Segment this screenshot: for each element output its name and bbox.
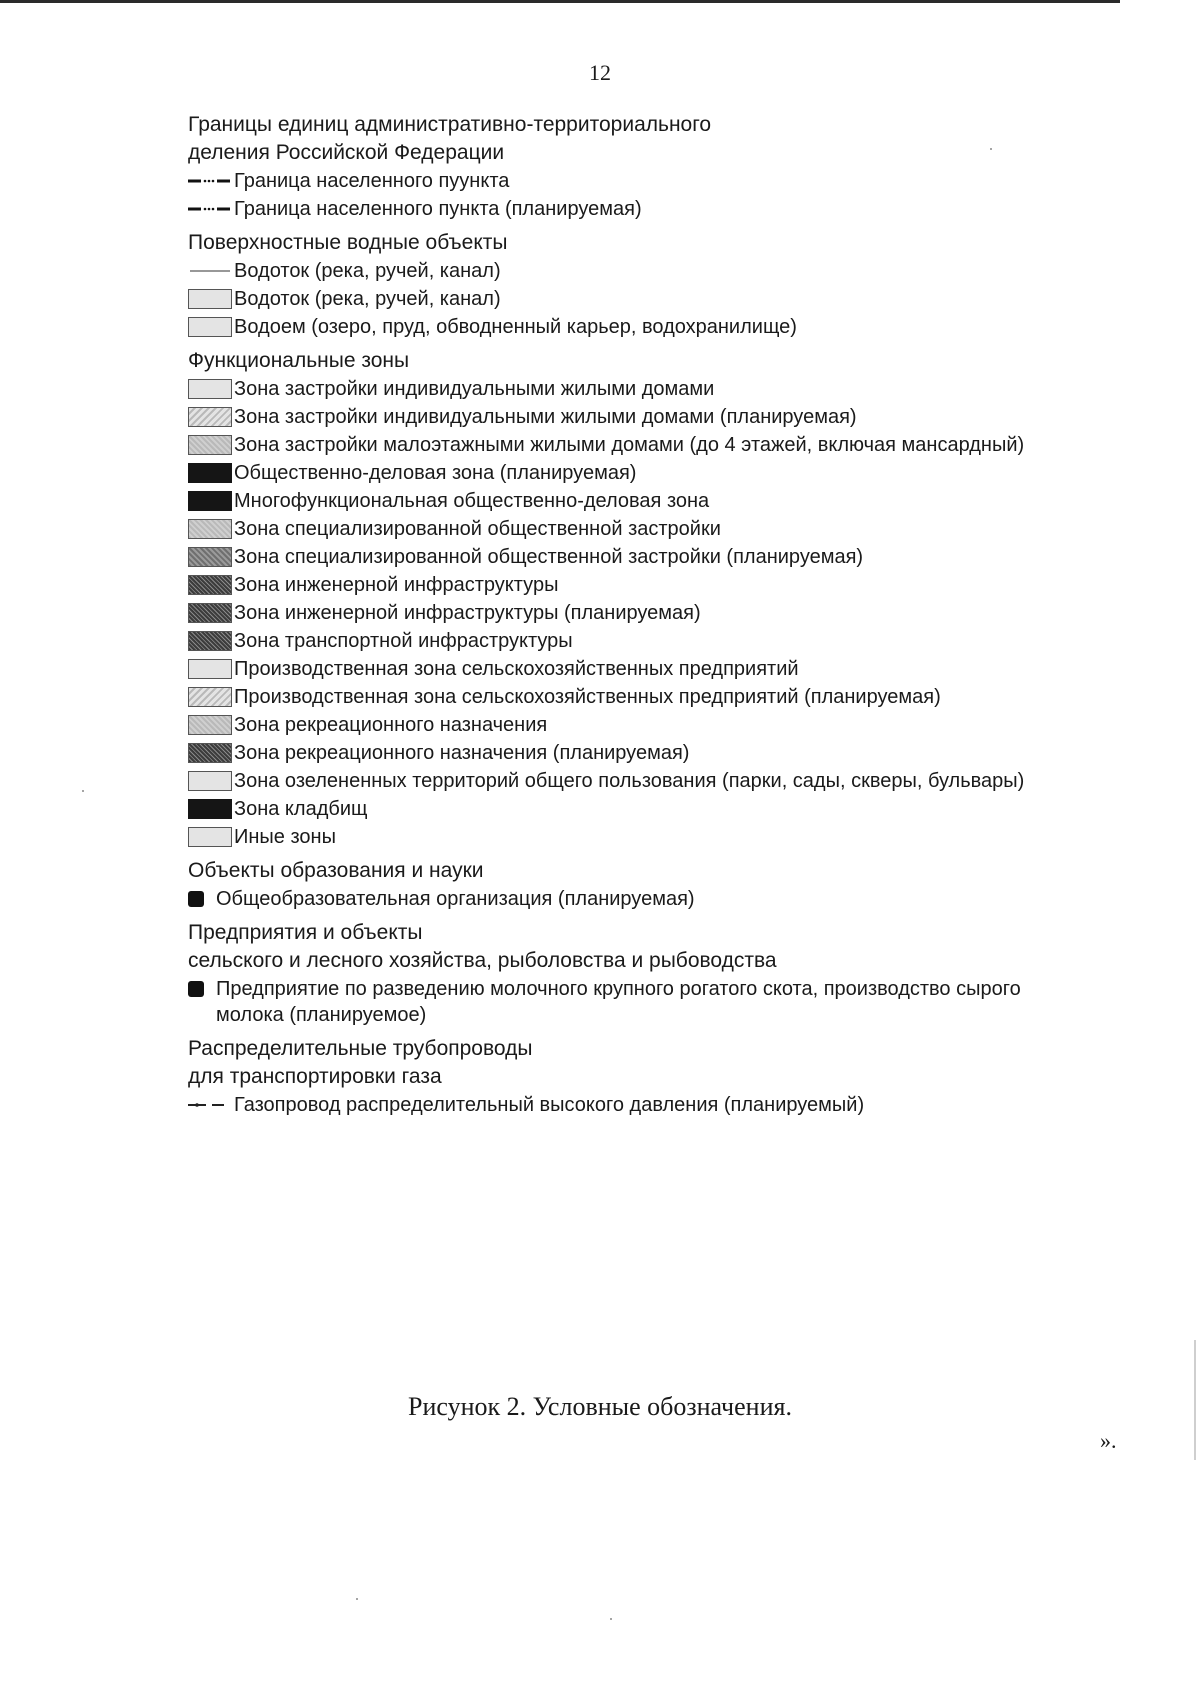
texture-dark-swatch-icon <box>188 575 232 595</box>
legend-item <box>188 684 1048 710</box>
legend-item <box>188 516 1048 542</box>
black-square-icon <box>188 979 214 999</box>
legend-item-label: Производственная зона сельскохозяйственных предприятий (планируемая) <box>234 686 941 708</box>
legend-item-label: Зона кладбищ <box>234 798 368 820</box>
texture-dark-swatch-icon <box>188 631 232 651</box>
scan-speck <box>610 1618 612 1620</box>
legend-item-label: Граница населенного пуункта <box>234 170 510 192</box>
legend-item <box>188 258 1048 284</box>
gas-line-icon <box>188 1095 232 1115</box>
light-swatch-icon <box>188 827 232 847</box>
dash-dot-line-icon <box>188 171 232 191</box>
black-swatch-icon <box>188 799 232 819</box>
legend-item <box>188 544 1048 570</box>
light-swatch-icon <box>188 289 232 309</box>
legend-item-label: Зона застройки малоэтажными жилыми домами (до 4 этажей, включая мансардный) <box>234 434 1025 456</box>
closing-quote: ». <box>1100 1428 1117 1453</box>
legend-item-label: Зона транспортной инфраструктуры <box>234 630 573 652</box>
figure-caption: Рисунок 2. Условные обозначения. <box>408 1392 792 1421</box>
legend-item-label: Зона рекреационного назначения <box>234 714 548 736</box>
hatched-swatch-icon <box>188 407 232 427</box>
legend-section-title: Границы единиц административно-территориального <box>188 113 712 136</box>
scan-speck <box>356 1598 358 1600</box>
legend-item-label: Зона специализированной общественной застройки <box>234 518 721 540</box>
legend-item <box>188 712 1048 738</box>
legend-item <box>188 286 1048 312</box>
scan-speck <box>82 790 84 792</box>
legend-item-label: Зона специализированной общественной застройки (планируемая) <box>234 546 864 568</box>
light-swatch-icon <box>188 317 232 337</box>
page-top-border <box>0 0 1120 3</box>
black-swatch-icon <box>188 491 232 511</box>
legend-item-label: Граница населенного пункта (планируемая) <box>234 198 642 220</box>
legend-item-label: Предприятие по разведению молочного крупного рогатого скота, производство сырого молока (планируемое) <box>216 978 1021 1026</box>
legend-item <box>188 1092 1048 1118</box>
mid-swatch-icon <box>188 715 232 735</box>
legend-item <box>188 196 1048 222</box>
legend-item <box>188 600 1048 626</box>
legend-item-label: Общеобразовательная организация (планируемая) <box>216 888 695 910</box>
legend-item <box>188 460 1048 486</box>
texture-dark-swatch-icon <box>188 603 232 623</box>
legend-item-label: Многофункциональная общественно-деловая зона <box>234 490 710 512</box>
legend-section-title: деления Российской Федерации <box>188 141 505 164</box>
black-swatch-icon <box>188 463 232 483</box>
legend-item <box>188 404 1048 430</box>
mid-swatch-icon <box>188 519 232 539</box>
legend-section-title: Поверхностные водные объекты <box>188 231 508 254</box>
legend-item-label: Зона инженерной инфраструктуры <box>234 574 559 596</box>
legend-item <box>188 314 1048 340</box>
legend-item-label: Общественно-деловая зона (планируемая) <box>234 462 637 484</box>
legend-item <box>188 432 1048 458</box>
legend-item <box>188 572 1048 598</box>
legend-item-label: Иные зоны <box>234 826 336 848</box>
texture-dark-swatch-icon <box>188 743 232 763</box>
scan-speck <box>990 148 992 150</box>
legend-item-label: Водоем (озеро, пруд, обводненный карьер, водохранилище) <box>234 316 797 338</box>
legend-item <box>188 886 1048 912</box>
thin-line-icon <box>188 261 232 281</box>
legend-section-title: сельского и лесного хозяйства, рыболовства и рыбоводства <box>188 949 777 972</box>
legend-item <box>188 796 1048 822</box>
legend-item <box>188 168 1048 194</box>
legend-item-label: Зона озелененных территорий общего пользования (парки, сады, скверы, бульвары) <box>234 770 1025 792</box>
legend-item <box>188 976 1048 1028</box>
legend-section-title: Распределительные трубопроводы <box>188 1037 533 1060</box>
page-number: 12 <box>589 60 611 85</box>
dash-dot-line-planned-icon <box>188 199 232 219</box>
hatched-swatch-icon <box>188 687 232 707</box>
legend-item-label: Зона застройки индивидуальными жилыми домами <box>234 378 715 400</box>
legend-item-label: Зона инженерной инфраструктуры (планируемая) <box>234 602 701 624</box>
legend-item-label: Водоток (река, ручей, канал) <box>234 288 501 310</box>
legend-item <box>188 740 1048 766</box>
legend-item <box>188 768 1048 794</box>
legend-section-title: Объекты образования и науки <box>188 859 484 882</box>
legend-section-title: Предприятия и объекты <box>188 921 423 944</box>
legend-item <box>188 488 1048 514</box>
legend-item-label: Газопровод распределительный высокого давления (планируемый) <box>234 1094 865 1116</box>
legend-item <box>188 376 1048 402</box>
legend-item-label: Зона рекреационного назначения (планируемая) <box>234 742 690 764</box>
legend-item <box>188 656 1048 682</box>
legend-item-label: Производственная зона сельскохозяйственных предприятий <box>234 658 799 680</box>
legend-section-title: Функциональные зоны <box>188 349 410 372</box>
legend-item-label: Зона застройки индивидуальными жилыми домами (планируемая) <box>234 406 857 428</box>
black-square-icon <box>188 889 214 909</box>
legend-section-title: для транспортировки газа <box>188 1065 442 1088</box>
legend-item <box>188 824 1048 850</box>
dark-swatch-icon <box>188 547 232 567</box>
legend-item <box>188 628 1048 654</box>
legend <box>188 112 1048 1120</box>
light-swatch-icon <box>188 659 232 679</box>
mid-swatch-icon <box>188 435 232 455</box>
legend-item-label: Водоток (река, ручей, канал) <box>234 260 501 282</box>
light-swatch-icon <box>188 379 232 399</box>
light-swatch-icon <box>188 771 232 791</box>
